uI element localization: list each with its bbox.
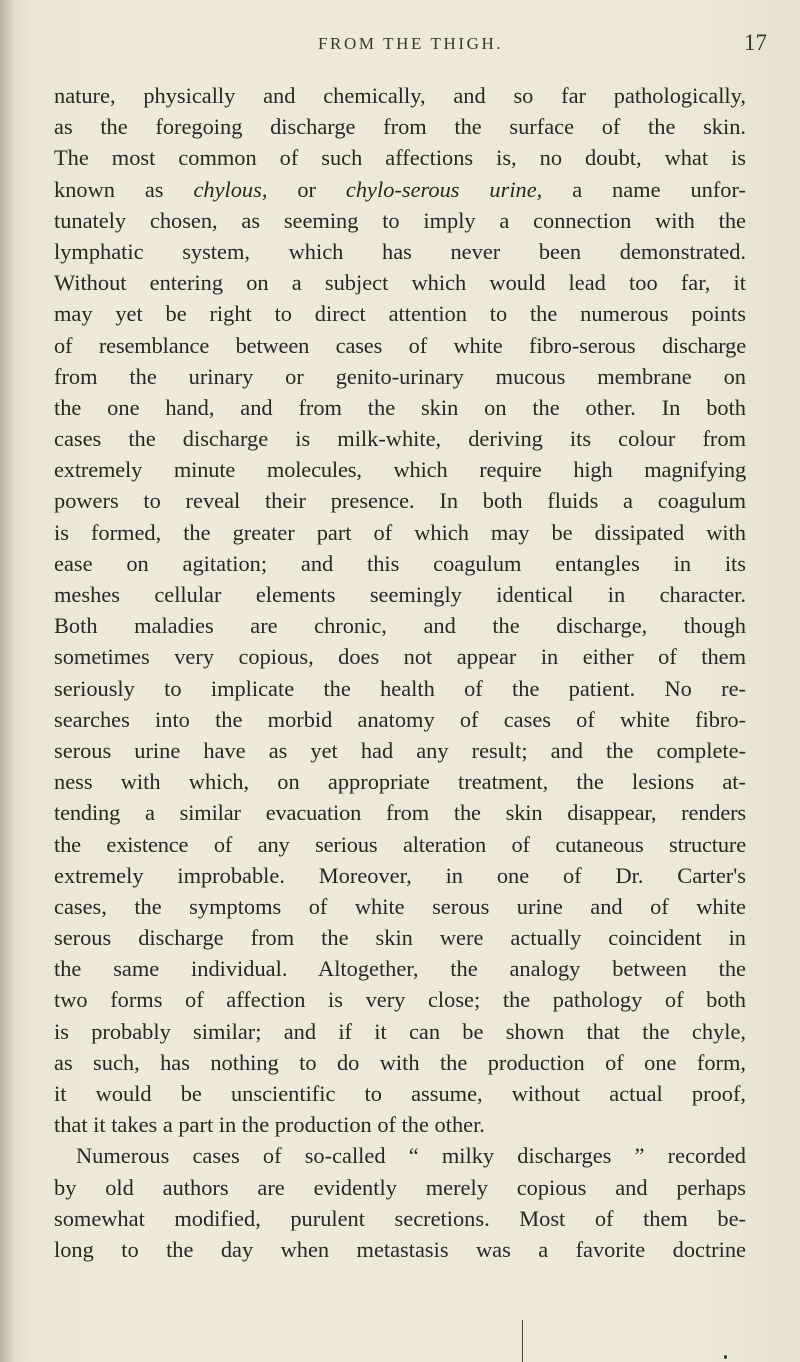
text-line: is probably similar; and if it can be shown that the chyle,	[54, 1018, 746, 1044]
text-line: searches into the morbid anatomy of cases of white fibro-	[54, 706, 746, 732]
running-head	[0, 30, 800, 64]
text-line: from the urinary or genito-urinary mucous membrane on	[54, 363, 746, 389]
text-line: is formed, the greater part of which may be dissipated with	[54, 519, 746, 545]
text-line: by old authors are evidently merely copious and perhaps	[54, 1174, 746, 1200]
text-line: of resemblance between cases of white fibro-serous discharge	[54, 332, 746, 358]
text-line: it would be unscientific to assume, without actual proof,	[54, 1081, 746, 1106]
text-line: as the foregoing discharge from the surface of the skin.	[54, 114, 746, 140]
text-line: the same individual. Altogether, the analogy between the	[54, 956, 746, 982]
text-line: sometimes very copious, does not appear in either of them	[54, 644, 746, 670]
text-line: tunately chosen, as seeming to imply a connection with the	[54, 207, 746, 233]
text-line: somewhat modified, purulent secretions. Most of them be-	[54, 1205, 746, 1231]
text-line: lymphatic system, which has never been demonstrated.	[54, 238, 746, 264]
print-rule-line	[522, 1320, 523, 1362]
text-line: The most common of such affections is, no doubt, what is	[54, 145, 746, 171]
italic-term: chylo-serous urine,	[345, 176, 543, 202]
running-title: FROM THE THIGH.	[318, 34, 504, 53]
text-line: as such, has nothing to do with the production of one form,	[54, 1049, 746, 1075]
text-line: Without entering on a subject which would lead too far, it	[54, 270, 746, 296]
body-text	[54, 80, 746, 1300]
text-line: serous urine have as yet had any result; and the complete-	[54, 737, 746, 763]
text-line: Both maladies are chronic, and the discharge, though	[54, 613, 746, 639]
text-line: two forms of affection is very close; the pathology of both	[54, 987, 746, 1013]
text-line: long to the day when metastasis was a favorite doctrine	[54, 1236, 746, 1262]
text-line: meshes cellular elements seemingly identical in character.	[54, 582, 746, 607]
text-line: tending a similar evacuation from the skin disappear, renders	[54, 800, 746, 826]
page-number: 17	[744, 30, 767, 55]
text-line: Numerous cases of so-called “ milky discharges ” recorded	[76, 1143, 746, 1169]
text-line: nature, physically and chemically, and so far pathologically,	[54, 83, 746, 108]
text-line: that it takes a part in the production of the other.	[54, 1112, 485, 1138]
text-line: ness with which, on appropriate treatment, the lesions at-	[54, 769, 746, 795]
text-line: may yet be right to direct attention to the numerous points	[54, 301, 746, 327]
text-line: known as chylous, or chylo-serous urine, a name unfor-	[54, 176, 746, 202]
text-line: the one hand, and from the skin on the other. In both	[54, 394, 746, 420]
italic-term: chylous,	[193, 176, 268, 202]
text-line: extremely improbable. Moreover, in one of Dr. Carter's	[54, 862, 746, 888]
text-line: cases the discharge is milk-white, deriving its colour from	[54, 426, 746, 452]
text-line: serous discharge from the skin were actually coincident in	[54, 925, 746, 951]
page-gutter-shadow	[0, 0, 14, 1362]
ink-speck	[724, 1355, 727, 1359]
text-line: the existence of any serious alteration of cutaneous structure	[54, 831, 746, 857]
text-line: extremely minute molecules, which require high magnifying	[54, 457, 746, 483]
text-line: ease on agitation; and this coagulum entangles in its	[54, 550, 746, 576]
text-line: seriously to implicate the health of the patient. No re-	[54, 675, 746, 701]
text-line: cases, the symptoms of white serous urine and of white	[54, 893, 746, 919]
text-line: powers to reveal their presence. In both fluids a coagulum	[54, 488, 746, 514]
